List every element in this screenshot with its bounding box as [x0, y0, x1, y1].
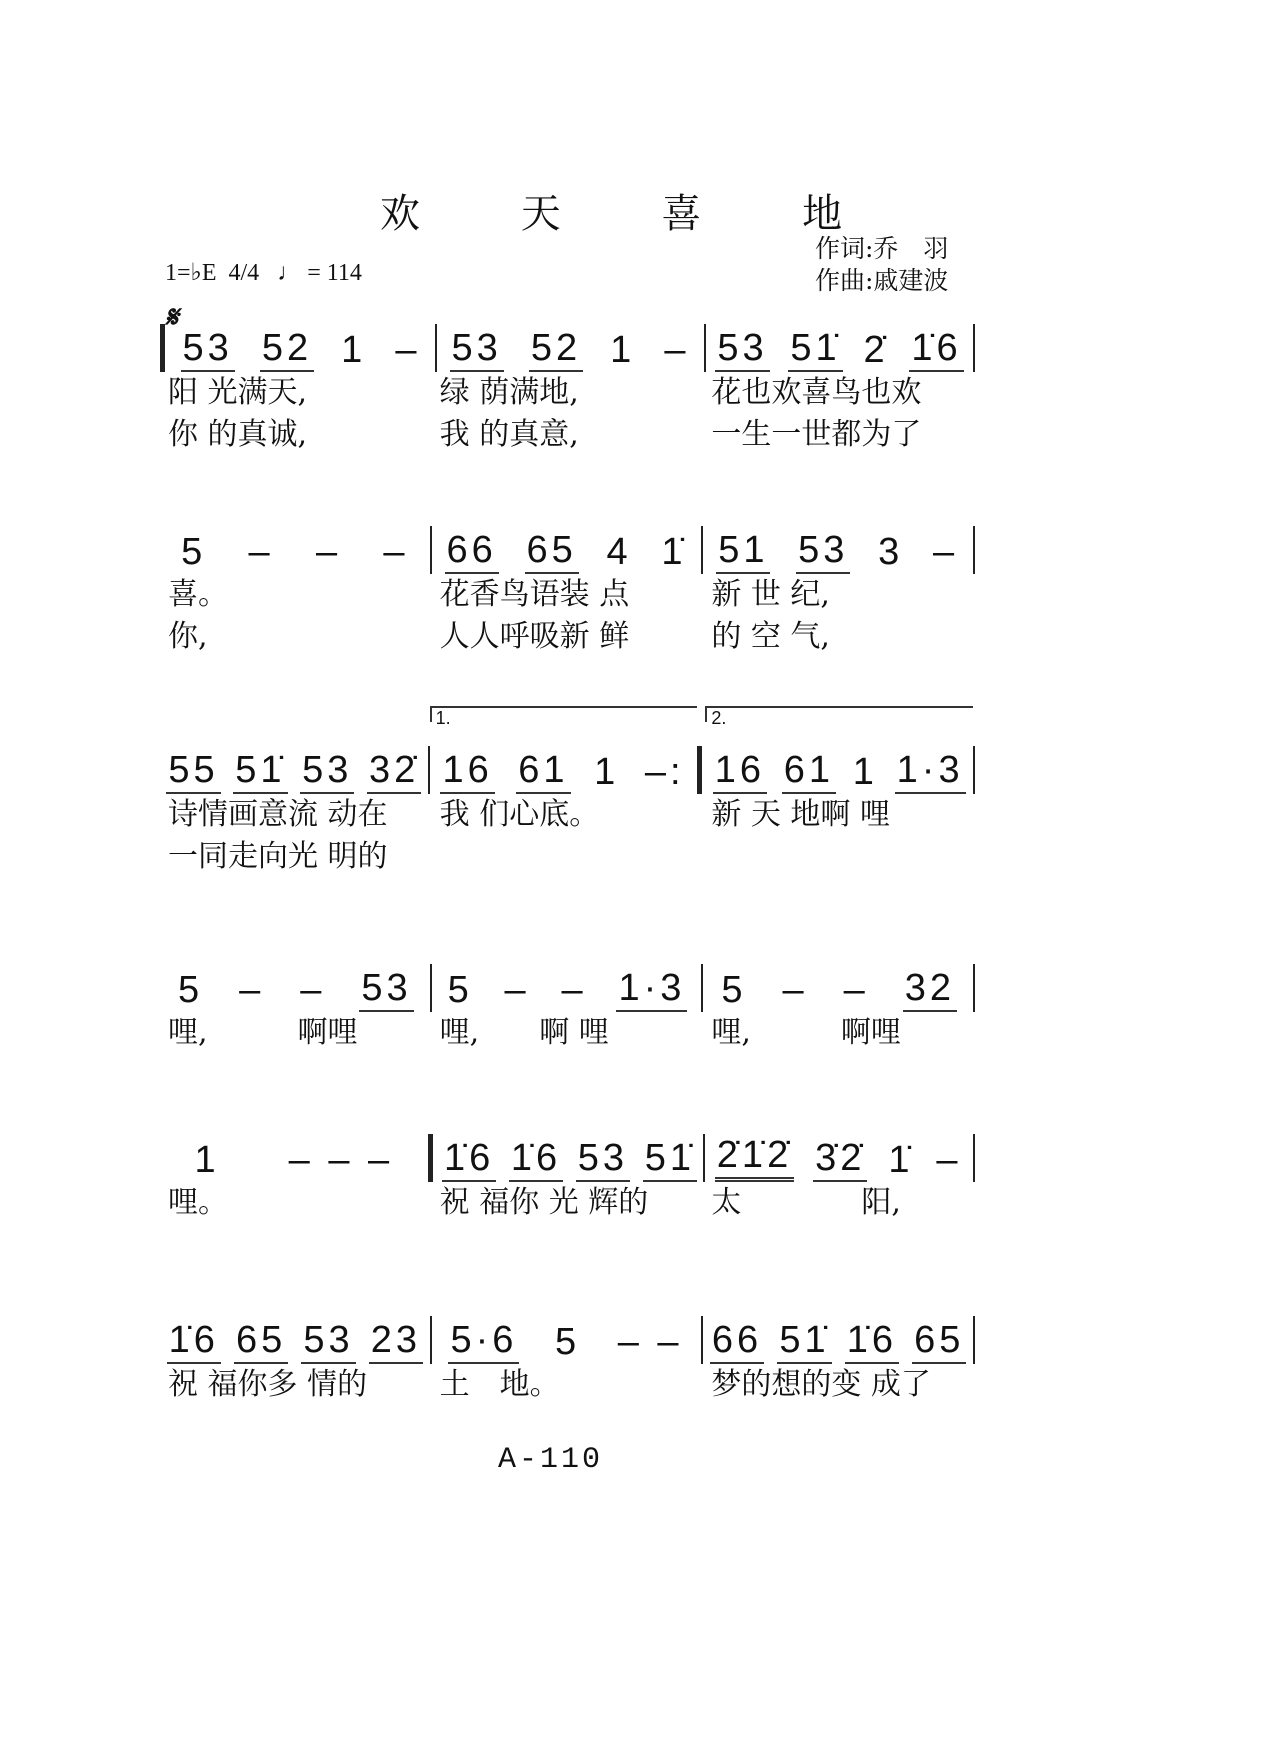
notes-row: [160, 322, 975, 372]
lyric-segment: 新 世 纪,: [711, 577, 830, 612]
lyric-segment: 阳 光满天,: [168, 375, 308, 410]
note-group: 51̇: [233, 748, 287, 794]
page-number: A-110: [498, 1443, 604, 1477]
note-group: –:: [644, 751, 685, 793]
key: 1=♭E: [165, 260, 217, 286]
note-group: 52: [260, 326, 314, 372]
lyric-segment: 花香鸟语装 点: [439, 577, 630, 612]
measure: [160, 1314, 430, 1364]
note-group: 65: [912, 1318, 966, 1364]
note-group: 53: [576, 1136, 630, 1182]
note-group: 3: [878, 531, 904, 573]
measure: [160, 1132, 428, 1182]
note-group: 51̇: [777, 1318, 831, 1364]
note-group: 3̇2̇: [813, 1136, 867, 1182]
note-group: 1̇6: [509, 1136, 563, 1182]
note-group: –: [300, 969, 326, 1011]
repeat-start-barline: [428, 1134, 433, 1182]
lyric-segment: 哩, 啊哩: [168, 1015, 358, 1050]
note-group: 23: [369, 1318, 423, 1364]
measure: [432, 524, 702, 574]
note-group: 61: [516, 748, 570, 794]
note-group: 61: [782, 748, 836, 794]
note-group: –: [383, 531, 409, 573]
note-group: 5: [721, 969, 747, 1011]
measure: [430, 708, 698, 794]
staff-system: [160, 962, 975, 1054]
measure: [703, 1314, 973, 1364]
measure: [432, 962, 702, 1012]
note-group: 53: [300, 748, 354, 794]
note-group: 2̇: [863, 329, 889, 371]
note-group: 53: [796, 528, 850, 574]
note-group: 66: [710, 1318, 764, 1364]
note-group: 1: [852, 751, 878, 793]
lyrics-line: [160, 574, 975, 616]
note-group: 1̇6: [167, 1318, 221, 1364]
barline: [973, 964, 975, 1012]
measure: [437, 322, 704, 372]
lyric-segment: 新 天 地啊 哩: [711, 797, 890, 832]
measure: [705, 1132, 973, 1182]
note-group: 1·3: [616, 966, 687, 1012]
note-group: 53: [715, 326, 769, 372]
lyric-segment: 土 地。: [439, 1367, 560, 1402]
note-group: 51̇: [643, 1136, 697, 1182]
repeat-start-barline: [160, 324, 165, 372]
note-group: –: [664, 329, 690, 371]
lyric-segment: 祝 福你多 情的: [168, 1367, 368, 1402]
lyric-segment: 你,: [168, 619, 208, 654]
lyrics-line: [160, 616, 975, 658]
lyric-segment: 诗情画意流 动在: [168, 797, 388, 832]
composer: 作曲:戚建波: [815, 266, 949, 295]
note-group: –: [843, 969, 869, 1011]
lyric-segment: 喜。: [168, 577, 228, 612]
note-group: – –: [617, 1321, 683, 1363]
lyrics-line: [160, 372, 975, 414]
time-signature: 4/4: [228, 260, 260, 286]
note-group: 51: [716, 528, 770, 574]
note-group: 2̇1̇2̇: [715, 1133, 794, 1182]
volta-bracket: 1.: [430, 706, 698, 722]
double-barline: [697, 746, 702, 794]
lyrics-line: [160, 1182, 975, 1224]
lyric-segment: 我 们心底。: [439, 797, 600, 832]
barline: [973, 526, 975, 574]
staff-system: [160, 708, 975, 878]
note-group: 1: [341, 329, 367, 371]
note-group: 16: [440, 748, 494, 794]
segno-icon: 𝄋: [165, 300, 178, 335]
note-group: –: [782, 969, 808, 1011]
lyrics-line: [160, 1364, 975, 1406]
note-group: 65: [525, 528, 579, 574]
measure: [703, 524, 973, 574]
lyric-segment: 一生一世都为了: [711, 417, 922, 452]
measure: [436, 1132, 704, 1182]
lyric-segment: 花也欢喜鸟也欢: [711, 375, 922, 410]
lyric-segment: 哩, 啊 哩: [439, 1015, 609, 1050]
measure: [432, 1314, 702, 1364]
note-group: –: [248, 531, 274, 573]
staff-system: [160, 322, 975, 456]
note-group: 1·3: [895, 748, 966, 794]
note-group: 5·6: [448, 1318, 519, 1364]
lyrics-line: [160, 414, 975, 456]
lyricist: 作词:乔 羽: [815, 234, 949, 263]
note-group: 5: [447, 969, 473, 1011]
lyric-segment: 哩, 啊哩: [711, 1015, 901, 1050]
measure: [168, 322, 435, 372]
note-group: –: [315, 531, 342, 573]
lyric-segment: 一同走向光 明的: [168, 839, 388, 874]
note-group: 1̇6: [442, 1136, 496, 1182]
notes-row: [160, 1132, 975, 1182]
notes-row: [160, 962, 975, 1012]
lyric-segment: 梦的想的变 成了: [711, 1367, 931, 1402]
staff-system: [160, 524, 975, 658]
notes-row: [160, 524, 975, 574]
note-group: 4: [606, 531, 632, 573]
tempo: ♩ = 114: [277, 260, 362, 286]
barline: [973, 1134, 975, 1182]
measure: [703, 962, 973, 1012]
lyric-segment: 的 空 气,: [711, 619, 830, 654]
note-group: 5: [181, 531, 207, 573]
note-group: 65: [234, 1318, 288, 1364]
note-group: 16: [713, 748, 767, 794]
barline: [973, 324, 975, 372]
lyric-segment: 你 的真诚,: [168, 417, 308, 452]
barline: [973, 746, 975, 794]
measure: [160, 524, 430, 574]
note-group: 1: [594, 751, 620, 793]
staff-system: [160, 1314, 975, 1406]
note-group: 5: [554, 1321, 581, 1363]
staff-system: [160, 1132, 975, 1224]
note-group: –: [395, 329, 421, 371]
note-group: 1: [194, 1139, 220, 1181]
note-group: –: [504, 969, 530, 1011]
credits: [815, 233, 948, 297]
note-group: 55: [166, 748, 220, 794]
note-group: –: [936, 1139, 962, 1181]
key-signature-line: [165, 258, 362, 287]
note-group: –: [933, 531, 959, 573]
note-group: 53: [359, 966, 413, 1012]
lyric-segment: [432, 836, 704, 878]
measure: [705, 708, 973, 794]
note-group: 53: [301, 1318, 355, 1364]
note-group: 66: [445, 528, 499, 574]
note-group: –: [239, 969, 265, 1011]
lyric-segment: 太 阳,: [711, 1185, 901, 1220]
lyric-segment: 祝 福你 光 辉的: [439, 1185, 649, 1220]
lyric-segment: 哩。: [168, 1185, 228, 1220]
note-group: 1: [610, 329, 636, 371]
measure: [706, 322, 973, 372]
note-group: 51̇: [788, 326, 842, 372]
note-group: 32: [903, 966, 957, 1012]
note-group: 52: [529, 326, 583, 372]
measure: [160, 744, 428, 794]
note-group: 1̇: [888, 1139, 914, 1181]
note-group: 1̇6: [845, 1318, 899, 1364]
note-group: – – –: [288, 1139, 394, 1181]
lyric-segment: 人人呼吸新 鲜: [439, 619, 630, 654]
note-group: 53: [450, 326, 504, 372]
barline: [973, 1316, 975, 1364]
measure: [160, 962, 430, 1012]
note-group: –: [561, 969, 587, 1011]
lyrics-line: [160, 1012, 975, 1054]
lyric-segment: [703, 836, 975, 878]
note-group: 5: [177, 969, 204, 1011]
volta-bracket: 2.: [705, 706, 973, 722]
notes-row: [160, 1314, 975, 1364]
note-group: 1̇: [661, 531, 687, 573]
lyrics-line: [160, 836, 975, 878]
lyrics-line: [160, 794, 975, 836]
lyric-segment: 我 的真意,: [439, 417, 579, 452]
song-title: 欢 天 喜 地: [380, 191, 887, 237]
notes-row: [160, 708, 975, 794]
lyric-segment: 绿 荫满地,: [439, 375, 579, 410]
note-group: 53: [181, 326, 235, 372]
note-group: 1̇6: [909, 326, 963, 372]
note-group: 32̇: [367, 748, 421, 794]
